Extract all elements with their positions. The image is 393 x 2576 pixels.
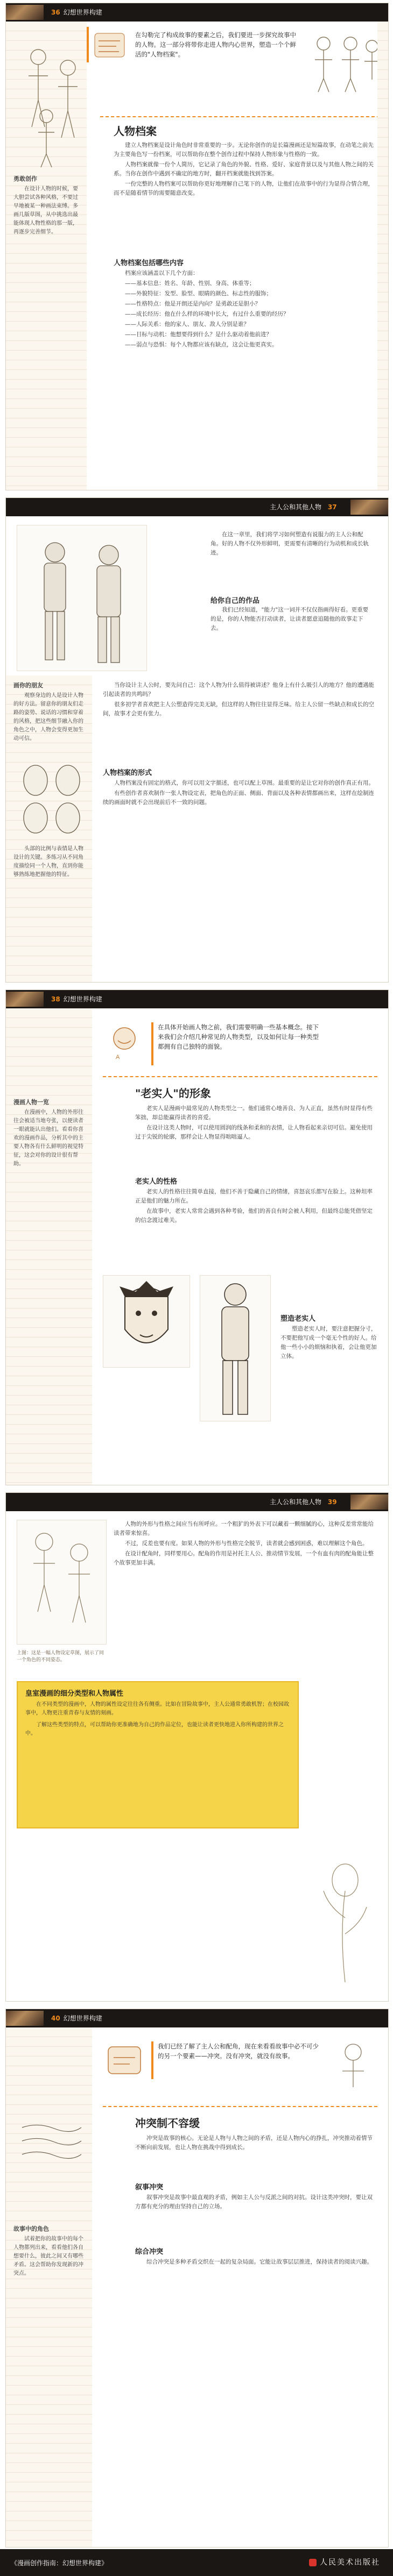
body-text <box>210 606 372 634</box>
flower-decoration <box>307 1837 383 1988</box>
paragraph: 人物档案就像一份个人简历，它记录了角色的外貌、性格、爱好、家庭背景以及与其他人物之间的关系。当你在创作中遇到不确定的地方时，翻开档案就能找到答案。 <box>114 161 374 177</box>
margin-column-right <box>377 22 388 490</box>
character-sketch-right <box>324 2039 383 2098</box>
comic-face-illustration <box>103 1276 190 1367</box>
sidebar-body <box>25 1700 290 1738</box>
handwriting-note <box>17 2117 87 2181</box>
page-number: 39 <box>327 1498 337 1506</box>
subheading-2: 塑造老实人 <box>280 1315 316 1323</box>
margin-note: 在设计人物的时候，要大胆尝试各种风格，不要过早地被某一种画法束缚。多画几版草图，从中挑选出最能体现人物性格的那一版，再逐步完善细节。 <box>13 186 78 235</box>
margin-column <box>6 2027 92 2547</box>
figure-standing-man <box>200 1275 271 1421</box>
subheading: 老实人的性格 <box>135 1178 178 1186</box>
footer-book-title: 《漫画创作指南：幻想世界构建》 <box>11 2559 108 2567</box>
divider <box>103 1076 377 1077</box>
section-title: 主人公和其他人物 <box>270 503 322 511</box>
paragraph: 老实人的性格往往简单直接，他们不善于隐藏自己的情绪，喜怒哀乐都写在脸上。这种坦率正是他们的魅力所在。 <box>135 1189 373 1204</box>
margin-note-title: 画你的朋友 <box>13 682 43 689</box>
list-item: ——人际关系：他的家人、朋友、敌人分别是谁？ <box>125 321 249 328</box>
callout-accent <box>87 27 89 62</box>
paragraph: 人物档案没有固定的格式，你可以用文字描述，也可以配上草图。最重要的是让它对你的创作真正有用。 <box>114 780 374 786</box>
subheading: 人物档案的形式 <box>103 769 152 777</box>
list-block <box>114 269 377 351</box>
section-heading: 冲突制不容缓 <box>135 2117 200 2130</box>
body-text-2 <box>135 1187 377 1226</box>
body-text-3 <box>135 2258 377 2268</box>
page-header <box>6 498 388 516</box>
paragraph: 老实人是漫画中最常见的人物类型之一。他们通常心地善良、为人正直，虽然有时显得有些笨拙，却总能赢得读者的喜爱。 <box>135 1105 373 1121</box>
page-header <box>6 990 388 1008</box>
margin-column <box>6 1008 92 1485</box>
paragraph: 叙事冲突是故事中最直观的矛盾，例如主人公与反派之间的对抗。设计这类冲突时，要让双方都有充分的理由坚持自己的立场。 <box>135 2194 373 2210</box>
page-36 <box>5 3 389 490</box>
paragraph: 我们已经知道，"能力"这一词并不仅仅指画得好看。更重要的是，你的人物能否打动读者，让读者愿意追随他的故事走下去。 <box>210 607 369 631</box>
sidebar-paragraph: 了解这些类型的特点，可以帮助你更准确地为自己的作品定位，也能让读者更快地进入你所构建的世界之中。 <box>25 1722 284 1737</box>
section-title: 幻想世界构建 <box>63 2015 102 2022</box>
list-item: ——外貌特征：发型、脸型、眼睛的颜色、标志性的服饰； <box>125 290 272 297</box>
paragraph: 人物的外形与性格之间应当有所呼应。一个粗犷的外表下可以藏着一颗细腻的心，这种反差常常能给读者带来惊喜。 <box>114 1521 374 1536</box>
body-text-3 <box>280 1325 377 1362</box>
subheading: 叙事冲突 <box>135 2183 164 2191</box>
section-title: 幻想世界构建 <box>63 995 102 1003</box>
intro-callout: 在具体开始画人物之前，我们需要明确一些基本概念。接下来我们会介绍几种常见的人物类型，以及如何让每一种类型都拥有自己独特的面貌。 <box>158 1023 319 1050</box>
body-text <box>114 1520 377 1569</box>
page-header <box>6 3 388 22</box>
standing-man-illustration <box>200 1276 270 1421</box>
intro-text: 在这一章里，我们将学习如何塑造有说服力的主人公和配角。好的人物不仅外形鲜明，更需要有清晰的行为动机和成长轨迹。 <box>210 531 369 556</box>
paragraph: 冲突是故事的核心。无论是人物与人物之间的矛盾，还是人物内心的挣扎，冲突推动着情节不断向前发展，也让人物在挑战中得到成长。 <box>135 2135 373 2151</box>
paragraph: 在设计这类人物时，可以使用圆润的线条和柔和的表情，让人物看起来亲切可信。避免使用过于尖锐的轮廓，那样会让人物显得咄咄逼人。 <box>135 1125 373 1140</box>
list-item: ——成长经历：他在什么样的环境中长大，有过什么重要的经历？ <box>125 311 289 317</box>
subheading: 人物档案包括哪些内容 <box>114 259 184 267</box>
margin-note-title: 故事中的角色 <box>13 2225 49 2232</box>
paragraph: 在故事中，老实人常常会遇到各种考验，他们的善良有时会被人利用，但最终总能凭借坚定的信念渡过难关。 <box>135 1208 373 1223</box>
list-item: ——性格特点：他是开朗还是内向？是勇敢还是胆小？ <box>125 301 261 307</box>
page-number: 38 <box>51 995 60 1003</box>
body-text-main <box>103 681 375 720</box>
paragraph: 不过，反差也要有度。如果人物的外形与性格完全脱节，读者就会感到困惑，难以理解这个角色。 <box>125 1540 368 1547</box>
page-39 <box>5 1492 389 2002</box>
margin-note: 试着把你的故事中的每个人物都列出来，看看他们各自想要什么，彼此之间又有哪些矛盾。这会帮助你发现新的冲突点。 <box>13 2236 83 2276</box>
figure-caption: 上图：这是一幅人物设定草图，展示了同一个角色的不同姿态。 <box>17 1650 104 1663</box>
page-37 <box>5 497 389 983</box>
book-footer <box>0 2549 393 2576</box>
list-intro: 档案应该涵盖以下几个方面： <box>125 270 199 276</box>
divider <box>103 2106 377 2107</box>
paragraph: 综合冲突是多种矛盾交织在一起的复杂局面。它能让故事层层推进，保持读者的阅读兴趣。 <box>146 2259 373 2265</box>
body-text <box>114 141 377 199</box>
margin-note-title: 漫画人物一览 <box>13 1099 49 1106</box>
publisher-name: 人民美术出版社 <box>320 2558 380 2567</box>
figure-standing-characters <box>17 525 147 671</box>
paragraph: 塑造老实人时，要注意把握分寸，不要把他写成一个毫无个性的好人。给他一些小小的烦恼和执着，会让他更加立体。 <box>280 1326 377 1360</box>
page-38 <box>5 990 389 1485</box>
page-40 <box>5 2009 389 2547</box>
paragraph: 很多初学者喜欢把主人公塑造得完美无缺，但这样的人物往往显得乏味。给主人公留一些缺点和成长的空间，故事才会更有张力。 <box>103 701 374 717</box>
page-header <box>6 1493 388 1511</box>
figure-comic-face <box>103 1275 190 1368</box>
section-heading: "老实人"的形象 <box>135 1087 211 1100</box>
paragraph: 在设计配角时，同样要用心。配角的作用是衬托主人公、推动情节发展，一个有血有肉的配角能让整个故事更加丰满。 <box>114 1550 374 1566</box>
paragraph: 建立人物档案是设计角色时非常重要的一步。无论你创作的是长篇漫画还是短篇故事，在动笔之前先为主要角色写一份档案，可以帮助你在整个创作过程中保持人物形象与性格的一致。 <box>114 142 374 158</box>
intro-callout: 我们已经了解了主人公和配角，现在来看看故事中必不可少的另一个要素——冲突。没有冲突，就没有故事。 <box>158 2043 319 2060</box>
body-text <box>135 2134 377 2153</box>
svg-text:A: A <box>116 1054 120 1060</box>
section-title: 幻想世界构建 <box>63 9 102 16</box>
sketch-sheet-illustration <box>17 1520 106 1644</box>
margin-note-title: 勇敢创作 <box>13 175 37 182</box>
doodle-icon <box>92 29 130 61</box>
page-number: 37 <box>327 503 337 511</box>
body-text-form <box>103 779 375 808</box>
standing-characters-illustration <box>17 525 146 671</box>
body-text-2 <box>135 2193 377 2212</box>
figure-sketch-sheet <box>17 1520 107 1645</box>
page-header <box>6 2009 388 2027</box>
paragraph: 有些创作者喜欢制作一张人物设定表，把角色的正面、侧面、背面以及各种表情都画出来，这样在绘制连续的画面时就不会出现前后不一致的问题。 <box>103 790 374 806</box>
head-sketches <box>17 762 87 837</box>
sidebar-title: 皇室漫画的细分类型和人物属性 <box>25 1690 124 1698</box>
info-sidebar <box>17 1681 299 1828</box>
section-title: 主人公和其他人物 <box>270 1498 322 1506</box>
margin-note-secondary: 头部的比例与表情是人物设计的关键。多练习从不同角度描绘同一个人物，直到你能够熟练地把握他的特征。 <box>13 846 83 878</box>
intro-callout: 在勾勒完了构成故事的要素之后，我们要进一步探究故事中的人物。这一部分将带你走进人物内心世界，塑造一个个鲜活的"人物档案"。 <box>135 31 296 58</box>
character-sketch-right <box>307 30 383 95</box>
footer-publisher <box>309 2557 380 2567</box>
margin-note: 观察身边的人是设计人物的好方法。留意你的朋友们走路的姿势、说话的习惯和穿着的风格，把这些细节融入你的角色之中，人物会变得更加生动可信。 <box>13 693 83 742</box>
page-number: 36 <box>51 9 60 16</box>
margin-note: 在漫画中，人物的外形往往会被适当地夸张，以便读者一眼就能认出他们。看看你喜欢的漫画作品，分析其中的主要人物各有什么鲜明的视觉特征，这会对你的设计很有帮助。 <box>13 1109 83 1167</box>
sidebar-paragraph: 在不同类型的漫画中，人物的属性设定往往各有侧重。比如在冒险故事中，主人公通常勇敢机智；在校园故事中，人物更注重青春与友情的刻画。 <box>25 1702 289 1716</box>
list-item: ——目标与动机：他想要得到什么？是什么驱动着他前进？ <box>125 331 272 338</box>
list-item: ——基本信息：姓名、年龄、性别、身高、体重等； <box>125 280 255 287</box>
doodle-icon <box>103 2041 146 2079</box>
divider <box>100 116 380 117</box>
page-number: 40 <box>51 2015 60 2022</box>
doodle-icon <box>103 1022 146 1060</box>
subheading-2: 综合冲突 <box>135 2248 164 2256</box>
callout-accent <box>151 2041 153 2079</box>
section-heading: 给你自己的作品 <box>210 597 260 605</box>
body-text <box>135 1104 377 1143</box>
publisher-logo-icon <box>309 2559 317 2566</box>
paragraph: 一份完整的人物档案可以帮助你更好地理解自己笔下的人物，让他们在故事中的行为显得合情合理，而不是随着情节的需要随意改变。 <box>114 181 374 196</box>
list-item: ——弱点与恐惧：每个人物都应该有缺点，这会让他更真实。 <box>125 341 278 348</box>
section-heading: 人物档案 <box>114 125 157 138</box>
callout-accent <box>151 1022 153 1065</box>
character-sketches <box>17 35 92 170</box>
paragraph: 当你设计主人公时，要先问自己：这个人物为什么值得被讲述？他身上有什么吸引人的地方？他的遭遇能引起读者的共鸣吗？ <box>103 682 374 698</box>
